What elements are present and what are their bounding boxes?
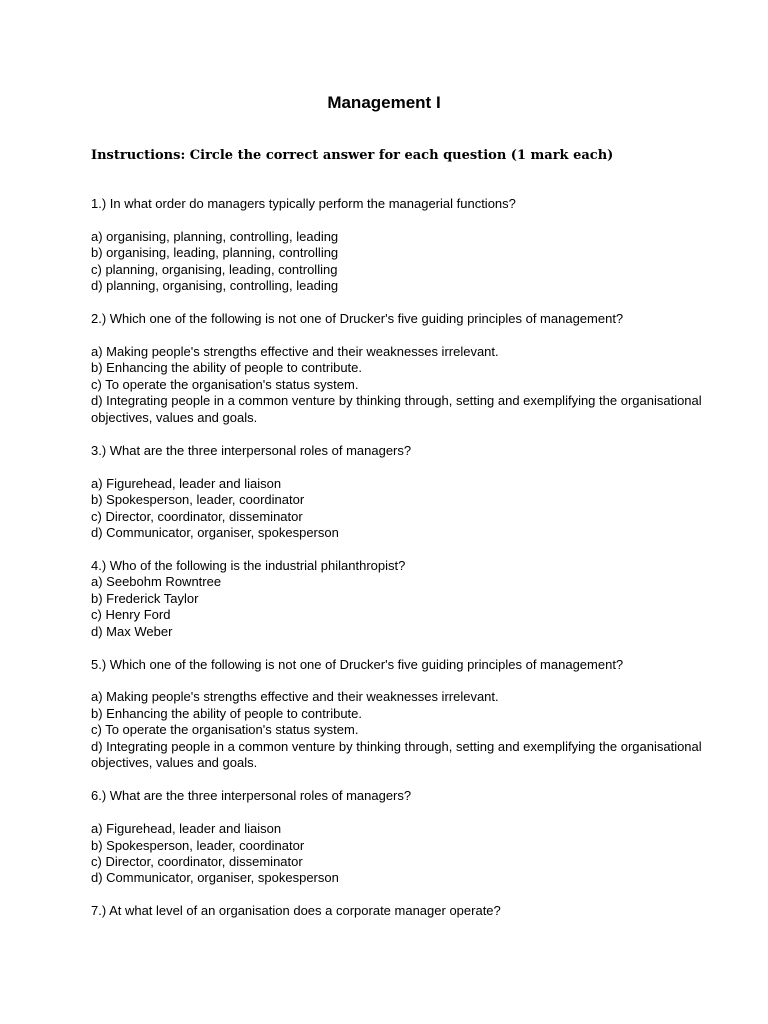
spacer bbox=[91, 328, 711, 344]
answer-option[interactable]: b) Frederick Taylor bbox=[91, 590, 199, 606]
question-text: 7.) At what level of an organisation does a corporate manager operate? bbox=[91, 903, 501, 919]
question-text: 2.) Which one of the following is not one of Drucker's five guiding principles of management? bbox=[91, 311, 624, 327]
question-block-5 bbox=[91, 657, 711, 772]
answer-option[interactable]: d) Communicator, organiser, spokesperson bbox=[91, 870, 339, 886]
answer-option[interactable]: a) Figurehead, leader and liaison bbox=[91, 821, 282, 837]
answer-option[interactable]: b) Spokesperson, leader, coordinator bbox=[91, 492, 305, 508]
answer-option[interactable]: d) Max Weber bbox=[91, 623, 173, 639]
answer-option[interactable]: c) Director, coordinator, disseminator bbox=[91, 508, 303, 524]
answer-options bbox=[91, 476, 711, 542]
answer-options bbox=[91, 344, 711, 426]
answer-option[interactable]: a) Making people's strengths effective and their weaknesses irrelevant. bbox=[91, 689, 499, 705]
answer-option[interactable]: c) To operate the organisation's status system. bbox=[91, 722, 359, 738]
answer-option[interactable]: a) Seebohm Rowntree bbox=[91, 574, 222, 590]
answer-option[interactable]: b) Spokesperson, leader, coordinator bbox=[91, 837, 305, 853]
instructions-text: Instructions: Circle the correct answer for each question (1 mark each) bbox=[91, 148, 614, 163]
answer-option[interactable]: d) planning, organising, controlling, leading bbox=[91, 278, 339, 294]
question-text: 6.) What are the three interpersonal roles of managers? bbox=[91, 788, 412, 804]
answer-option[interactable]: b) Enhancing the ability of people to contribute. bbox=[91, 705, 363, 721]
spacer bbox=[91, 459, 711, 475]
spacer bbox=[91, 805, 711, 821]
answer-options bbox=[91, 229, 711, 295]
question-block-4 bbox=[91, 558, 711, 640]
answer-options bbox=[91, 821, 711, 887]
answer-option[interactable]: c) Director, coordinator, disseminator bbox=[91, 853, 303, 869]
question-text: 1.) In what order do managers typically perform the managerial functions? bbox=[91, 196, 516, 211]
answer-option[interactable]: d) Integrating people in a common venture by thinking through, setting and exemplifying the organisational objectives, values and goals. bbox=[91, 738, 702, 771]
answer-option[interactable]: a) Figurehead, leader and liaison bbox=[91, 475, 282, 491]
answer-option[interactable]: d) Communicator, organiser, spokesperson bbox=[91, 524, 339, 540]
answer-options bbox=[91, 574, 711, 640]
answer-option[interactable]: b) Enhancing the ability of people to contribute. bbox=[91, 360, 363, 376]
question-list bbox=[91, 196, 711, 936]
answer-option[interactable]: c) Henry Ford bbox=[91, 607, 171, 623]
answer-option[interactable]: a) Making people's strengths effective and their weaknesses irrelevant. bbox=[91, 344, 499, 360]
spacer bbox=[91, 673, 711, 689]
answer-option[interactable]: c) To operate the organisation's status system. bbox=[91, 376, 359, 392]
answer-option[interactable]: b) organising, leading, planning, controlling bbox=[91, 245, 339, 261]
question-block-1 bbox=[91, 196, 711, 295]
question-block-3 bbox=[91, 443, 711, 542]
question-text: 5.) Which one of the following is not one of Drucker's five guiding principles of management? bbox=[91, 656, 624, 672]
question-text: 4.) Who of the following is the industrial philanthropist? bbox=[91, 557, 406, 573]
question-text: 3.) What are the three interpersonal roles of managers? bbox=[91, 442, 412, 458]
answer-option[interactable]: a) organising, planning, controlling, leading bbox=[91, 228, 339, 244]
answer-option[interactable]: c) planning, organising, leading, controlling bbox=[91, 261, 338, 277]
question-block-6 bbox=[91, 788, 711, 887]
page-title: Management I bbox=[327, 93, 441, 112]
question-block-7 bbox=[91, 903, 711, 919]
answer-options bbox=[91, 689, 711, 771]
answer-option[interactable]: d) Integrating people in a common venture by thinking through, setting and exemplifying the organisational objectives, values and goals. bbox=[91, 393, 702, 425]
question-block-2 bbox=[91, 311, 711, 426]
spacer bbox=[91, 212, 711, 228]
